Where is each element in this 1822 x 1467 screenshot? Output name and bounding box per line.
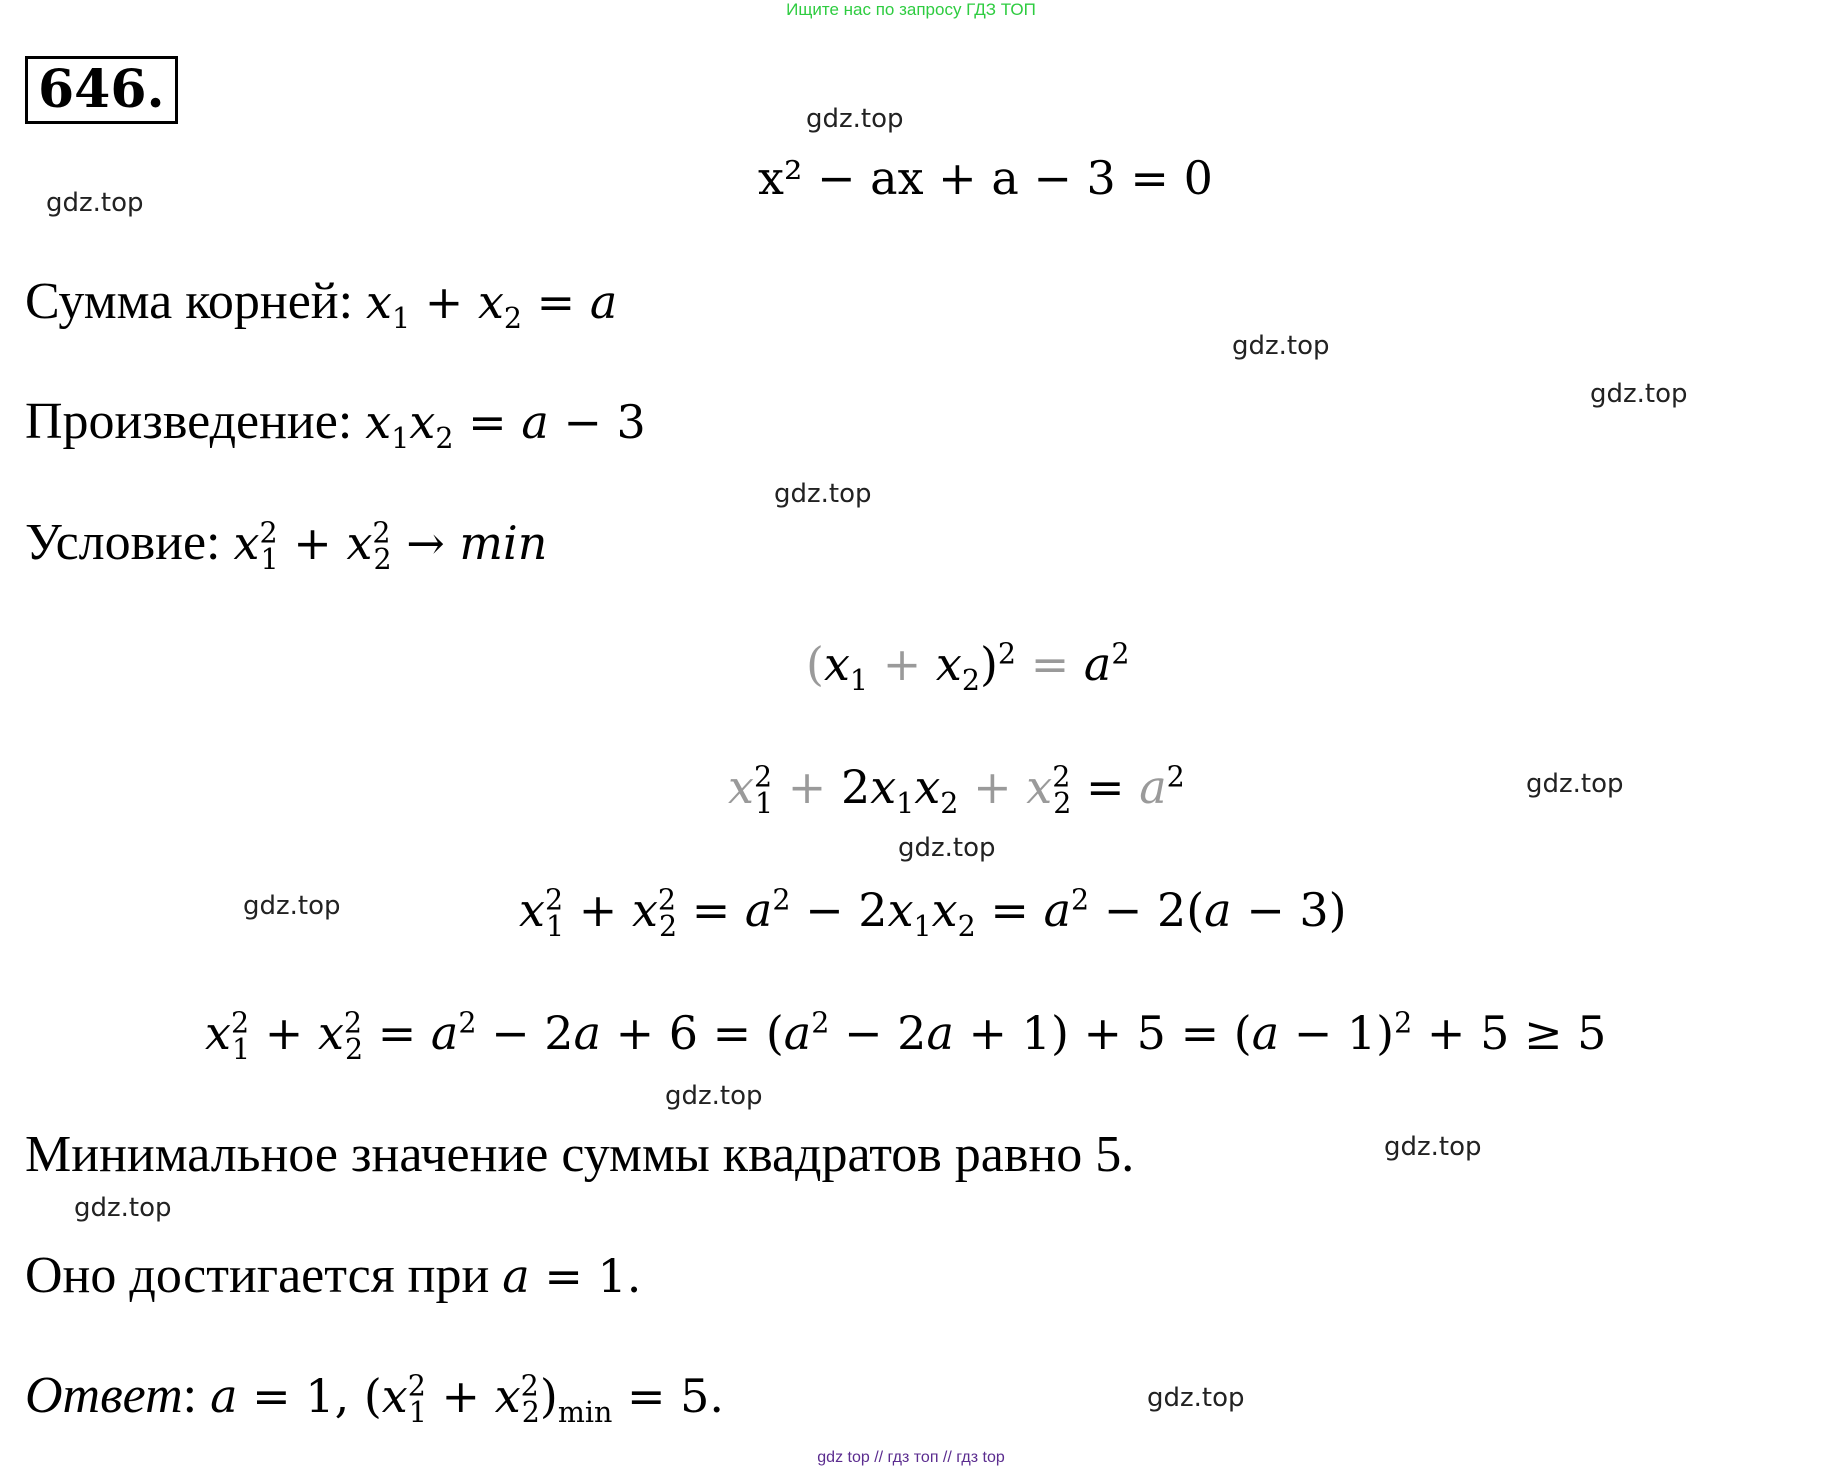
main-equation: x² − ax + a − 3 = 0 (758, 151, 1213, 205)
sum-label: Сумма корней: (25, 273, 354, 330)
search-banner: Ищите нас по запросу ГДЗ ТОП (786, 0, 1036, 19)
squared-sum-formula: $(x_1 + x_2)^2 = a^2$ (806, 637, 1130, 698)
problem-number: 646. (25, 56, 178, 124)
product-formula: $x_1x_2 = a - 3$ (365, 395, 646, 456)
watermark: gdz.top (806, 104, 904, 134)
expanded-square-formula: $x^2_1 + 2x_1x_2 + x^2_2 = a^2$ (728, 760, 1185, 821)
conclusion-line: Минимальное значение суммы квадратов равно 5. (25, 1126, 1135, 1183)
product-label: Произведение: (25, 393, 353, 450)
achieved-prefix: Оно достигается при (25, 1247, 490, 1304)
condition-line (25, 513, 548, 577)
answer-line: Ответ: a = 1, $(x^2_1 + x^2_2)_{min} = 5$. (25, 1367, 725, 1430)
sum-formula: $x_1 + x_2 = a$ (366, 275, 618, 336)
watermark: gdz.top (1232, 331, 1330, 361)
watermark: gdz.top (1384, 1132, 1482, 1162)
watermark: gdz.top (74, 1193, 172, 1223)
sum-of-roots-line (25, 272, 618, 336)
sum-of-squares-formula: $x^2_1 + x^2_2 = a^2 - 2x_1x_2 = a^2 - 2(a - 3)$ (519, 883, 1347, 944)
achieved-line (25, 1246, 641, 1306)
answer-formula: a = 1, $(x^2_1 + x^2_2)_{min} = 5$. (210, 1369, 725, 1430)
completed-square-formula: $x^2_1 + x^2_2 = a^2 - 2a + 6 = (a^2 - 2a + 1) + 5 = (a - 1)^2 + 5 \ge 5$ (205, 1006, 1607, 1067)
condition-label: Условие: (25, 514, 221, 571)
watermark: gdz.top (665, 1081, 763, 1111)
watermark: gdz.top (1526, 769, 1624, 799)
condition-formula: $x^2_1 + x^2_2 \to \min$ (233, 516, 548, 577)
footer-links: gdz top // гдз топ // гдз top (817, 1449, 1005, 1466)
watermark: gdz.top (1147, 1383, 1245, 1413)
watermark: gdz.top (46, 188, 144, 218)
achieved-formula: a = 1. (502, 1249, 642, 1303)
watermark: gdz.top (774, 479, 872, 509)
watermark: gdz.top (1590, 379, 1688, 409)
answer-label: Ответ (25, 1367, 183, 1424)
watermark: gdz.top (243, 891, 341, 921)
watermark: gdz.top (898, 833, 996, 863)
product-of-roots-line (25, 392, 646, 456)
